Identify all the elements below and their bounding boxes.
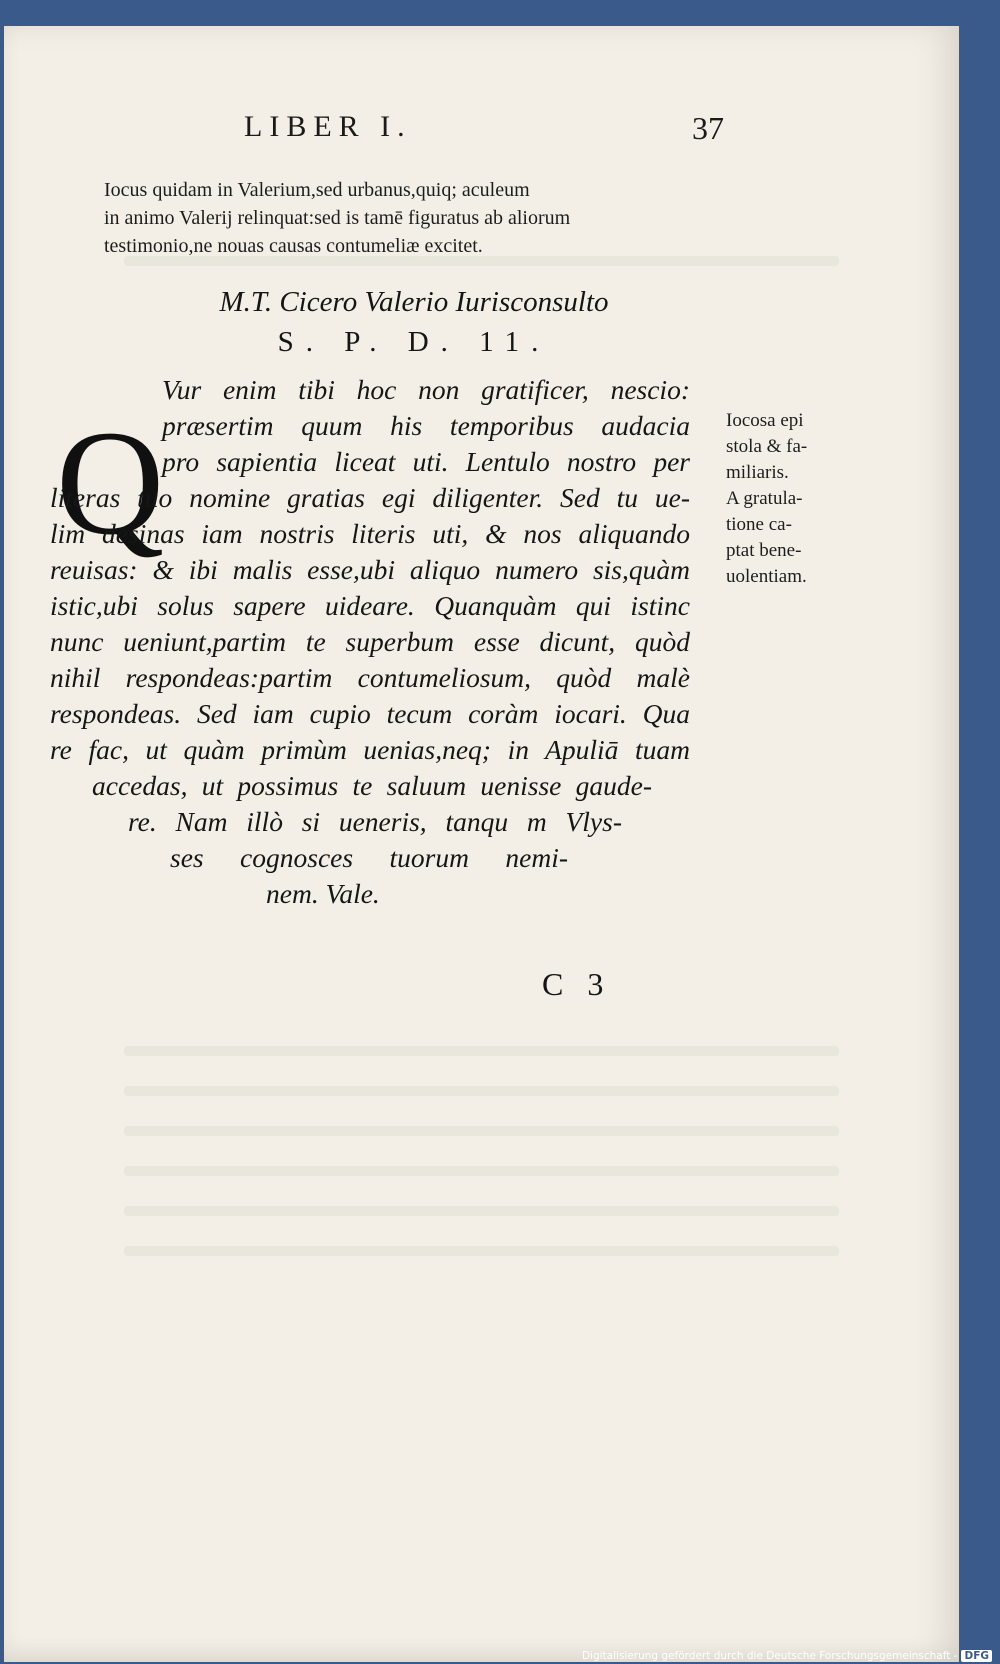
book-page [4, 26, 959, 1662]
body-line: re fac, ut quàm primùm uenias,neq; in Apuliā tuam [50, 734, 690, 765]
marginal-line: A gratula- [726, 488, 803, 509]
marginal-line: Iocosa epi [726, 410, 804, 431]
footer-credit: Digitalisierung gefördert durch die Deutsche Forschungsgemeinschaft - [581, 1650, 958, 1662]
argument-line: testimonio,ne nouas causas contumeliæ excitet. [104, 235, 483, 257]
show-through-text [124, 1126, 839, 1136]
body-line: accedas, ut possimus te saluum uenisse gaude- [92, 770, 652, 801]
body-line: nihil respondeas:partim contumeliosum, quòd malè [50, 662, 690, 693]
body-line: istic,ubi solus sapere uideare. Quanquàm qui istinc [50, 590, 690, 621]
body-line: reuisas: & ibi malis esse,ubi aliquo numero sis,quàm [50, 554, 690, 585]
body-line: nunc ueniunt,partim te superbum esse dicunt, quòd [50, 626, 690, 657]
digitization-footer [582, 1650, 992, 1662]
marginal-line: uolentiam. [726, 566, 807, 587]
heading-line: M.T. Cicero Valerio Iurisconsulto [219, 286, 609, 318]
body-line: re. Nam illò si ueneris, tanqu m Vlys- [128, 806, 622, 837]
letter-heading [104, 282, 724, 362]
marginal-line: tione ca- [726, 514, 792, 535]
running-head-title: LIBER I. [244, 110, 412, 143]
show-through-text [124, 1206, 839, 1216]
argument-summary [104, 176, 724, 260]
body-line: lim desinas iam nostris literis uti, & nos aliquando [50, 518, 690, 549]
heading-line: S. P. D. 11. [277, 326, 551, 358]
drop-cap-initial: Q [56, 400, 165, 566]
running-head [244, 110, 724, 144]
body-line: literas tuo nomine gratias egi diligenter. Sed tu ue- [50, 482, 690, 513]
argument-line: Iocus quidam in Valerium,sed urbanus,quiq; aculeum [104, 179, 530, 201]
body-line: respondeas. Sed iam cupio tecum coràm iocari. Qua [50, 698, 690, 729]
body-line: Vur enim tibi hoc non gratificer, nescio: [162, 374, 690, 405]
marginal-line: stola & fa- [726, 436, 808, 457]
marginal-note [726, 408, 856, 590]
show-through-text [124, 1046, 839, 1056]
body-line: præsertim quum his temporibus audacia [162, 410, 690, 441]
body-line: pro sapientia liceat uti. Lentulo nostro per [162, 446, 690, 477]
show-through-text [124, 1086, 839, 1096]
marginal-line: ptat bene- [726, 540, 802, 561]
signature-mark: C 3 [542, 966, 612, 1002]
body-line: nem. Vale. [266, 878, 380, 909]
marginal-line: miliaris. [726, 462, 789, 483]
show-through-text [124, 1246, 839, 1256]
body-line: ses cognosces tuorum nemi- [170, 842, 568, 873]
argument-line: in animo Valerij relinquat:sed is tamē figuratus ab aliorum [104, 207, 571, 229]
show-through-text [124, 1166, 839, 1176]
dfg-logo: DFG [961, 1650, 992, 1662]
page-number: 37 [692, 110, 724, 146]
